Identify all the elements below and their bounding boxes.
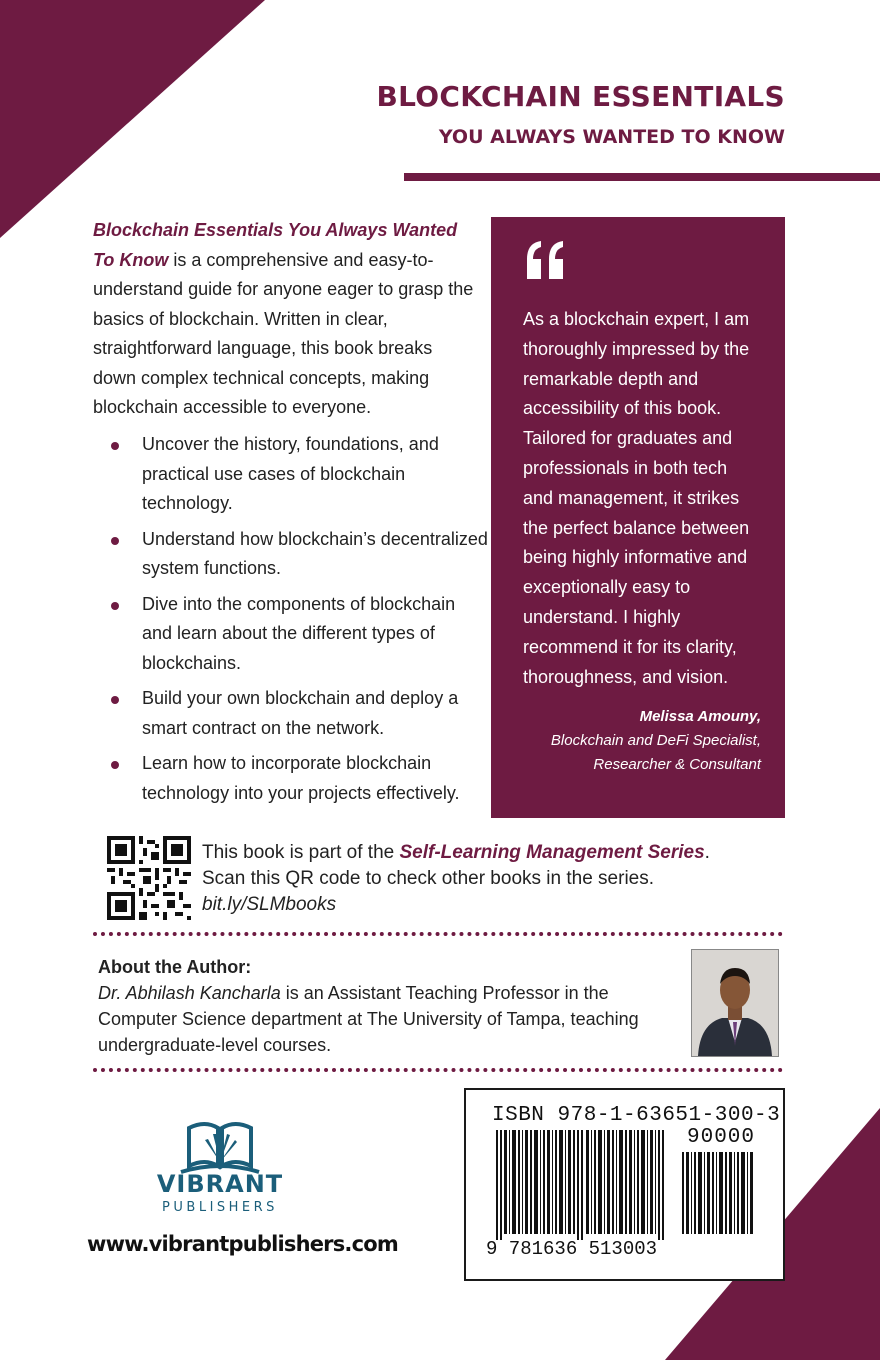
publisher-name: VIBRANT	[156, 1170, 284, 1198]
price-code: 90000	[686, 1126, 755, 1149]
title-underline	[404, 173, 880, 181]
series-name: Self-Learning Management Series	[399, 842, 705, 863]
author-photo	[691, 949, 779, 1057]
ean-digits: 9 781636 513003	[486, 1238, 658, 1260]
series-info	[202, 840, 710, 918]
quote-icon	[523, 239, 569, 291]
feature-list	[93, 430, 488, 814]
testimonial-box	[491, 217, 785, 818]
testimonial-author: Melissa Amouny,	[639, 708, 761, 726]
about-author-heading: About the Author:	[98, 957, 252, 977]
about-author	[98, 954, 688, 1058]
intro-book-title: Blockchain Essentials You Always Wanted To Know	[93, 220, 458, 270]
qr-code[interactable]	[107, 836, 191, 920]
testimonial-role	[523, 729, 761, 777]
dotted-divider-top	[93, 932, 783, 936]
feature-item: Uncover the history, foundations, and practical use cases of blockchain technology.	[93, 430, 488, 519]
feature-item: Dive into the components of blockchain and learn about the different types of blockchains.	[93, 590, 488, 679]
publisher-brand	[130, 1170, 310, 1215]
top-left-corner-shape	[0, 0, 265, 238]
intro-text: is a comprehensive and easy-to-understand guide for anyone eager to grasp the basics of blockchain. Written in clear, straightforward language, this book breaks down complex technical concepts, making blockchain accessible to everyone.	[93, 249, 474, 417]
testimonial-role-line2: Researcher & Consultant	[593, 756, 761, 774]
ean-barcode-bars	[496, 1130, 666, 1240]
testimonial-text: As a blockchain expert, I am thoroughly impressed by the remarkable depth and accessibility of this book. Tailored for graduates and professionals in both tech and management, it strikes the perfect balance between being highly informative and exceptionally easy to understand. I highly recommend it for its clarity, thoroughness, and vision.	[523, 309, 750, 687]
author-bio: is an Assistant Teaching Professor in the Computer Science department at The University of Tampa, teaching undergraduate-level courses.	[98, 983, 639, 1055]
feature-item: Understand how blockchain’s decentralized system functions.	[93, 525, 488, 584]
feature-item: Build your own blockchain and deploy a smart contract on the network.	[93, 684, 488, 743]
book-title: BLOCKCHAIN ESSENTIALS	[376, 80, 785, 113]
series-link[interactable]: bit.ly/SLMbooks	[202, 894, 337, 915]
dotted-divider-bottom	[93, 1068, 783, 1072]
series-prefix: This book is part of the	[202, 842, 400, 863]
series-suffix: .	[704, 842, 710, 863]
series-scan-text: Scan this QR code to check other books in the series.	[202, 868, 655, 889]
price-barcode-bars	[682, 1152, 754, 1234]
isbn-barcode	[464, 1088, 785, 1281]
publisher-sub: PUBLISHERS	[162, 1200, 278, 1215]
isbn-label: ISBN 978-1-63651-300-3	[492, 1104, 781, 1127]
book-subtitle: YOU ALWAYS WANTED TO KNOW	[438, 126, 785, 148]
author-name: Dr. Abhilash Kancharla	[98, 983, 281, 1003]
feature-item: Learn how to incorporate blockchain technology into your projects effectively.	[93, 749, 488, 808]
publisher-website[interactable]: www.vibrantpublishers.com	[87, 1232, 398, 1256]
intro-paragraph	[93, 216, 478, 423]
testimonial-role-line1: Blockchain and DeFi Specialist,	[550, 732, 761, 750]
